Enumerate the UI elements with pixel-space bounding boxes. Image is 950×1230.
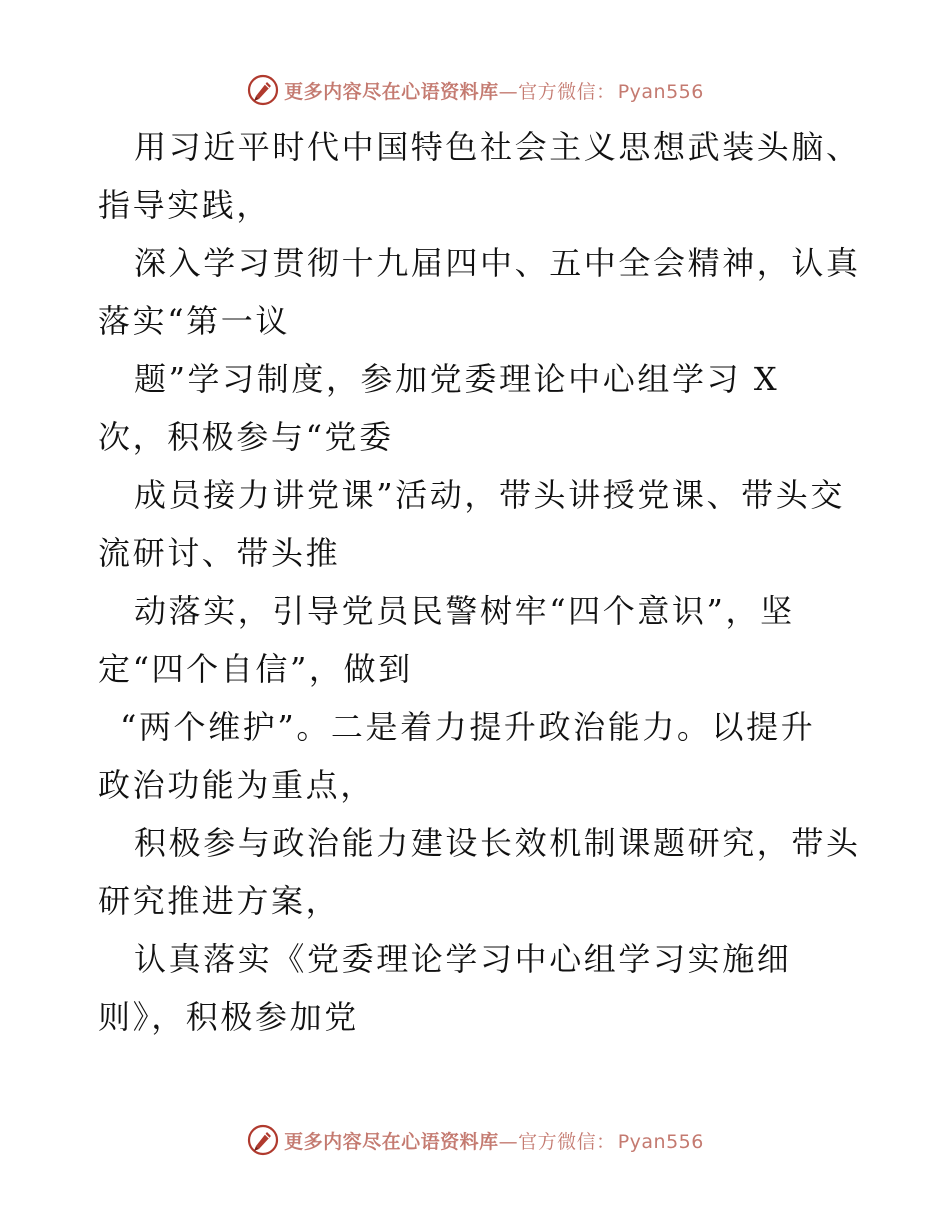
watermark-text <box>284 1127 704 1154</box>
watermark-wechat-label: 官方微信： <box>518 1130 616 1153</box>
watermark-brand: 更多内容尽在心语资料库 <box>284 80 499 103</box>
text-line: 题”学习制度，参加党委理论中心组学习 X <box>134 360 780 398</box>
watermark-wechat-label: 官方微信： <box>518 80 616 103</box>
text-line: 成员接力讲党课”活动，带头讲授党课、带头交 <box>134 476 845 514</box>
footer-watermark <box>0 1120 950 1160</box>
watermark-text <box>284 77 704 104</box>
text-line: 流研讨、带头推 <box>98 534 341 572</box>
text-line: 次，积极参与“党委 <box>98 418 394 456</box>
text-line: 定“四个自信”，做到 <box>98 650 413 688</box>
watermark-handle: Pyan556 <box>617 80 704 103</box>
pen-nib-logo-icon <box>246 73 280 107</box>
document-body <box>98 118 868 1046</box>
text-line: 深入学习贯彻十九届四中、五中全会精神，认真 <box>134 244 861 282</box>
watermark-separator: — <box>498 80 519 103</box>
text-line: “两个维护”。二是着力提升政治能力。以提升 <box>120 708 816 746</box>
text-line: 积极参与政治能力建设长效机制课题研究，带头 <box>134 824 861 862</box>
text-line: 研究推进方案， <box>98 882 341 920</box>
text-line: 则》，积极参加党 <box>98 998 359 1036</box>
text-line: 落实“第一议 <box>98 302 290 340</box>
watermark-handle: Pyan556 <box>617 1130 704 1153</box>
pen-nib-logo-icon <box>246 1123 280 1157</box>
text-line: 政治功能为重点， <box>98 766 375 804</box>
text-line: 用习近平时代中国特色社会主义思想武装头脑、 <box>134 128 861 166</box>
text-line: 动落实，引导党员民警树牢“四个意识”，坚 <box>134 592 795 630</box>
text-line: 指导实践， <box>98 186 272 224</box>
text-line: 认真落实《党委理论学习中心组学习实施细 <box>134 940 792 978</box>
watermark-brand: 更多内容尽在心语资料库 <box>284 1130 499 1153</box>
watermark-separator: — <box>498 1130 519 1153</box>
header-watermark <box>0 70 950 110</box>
